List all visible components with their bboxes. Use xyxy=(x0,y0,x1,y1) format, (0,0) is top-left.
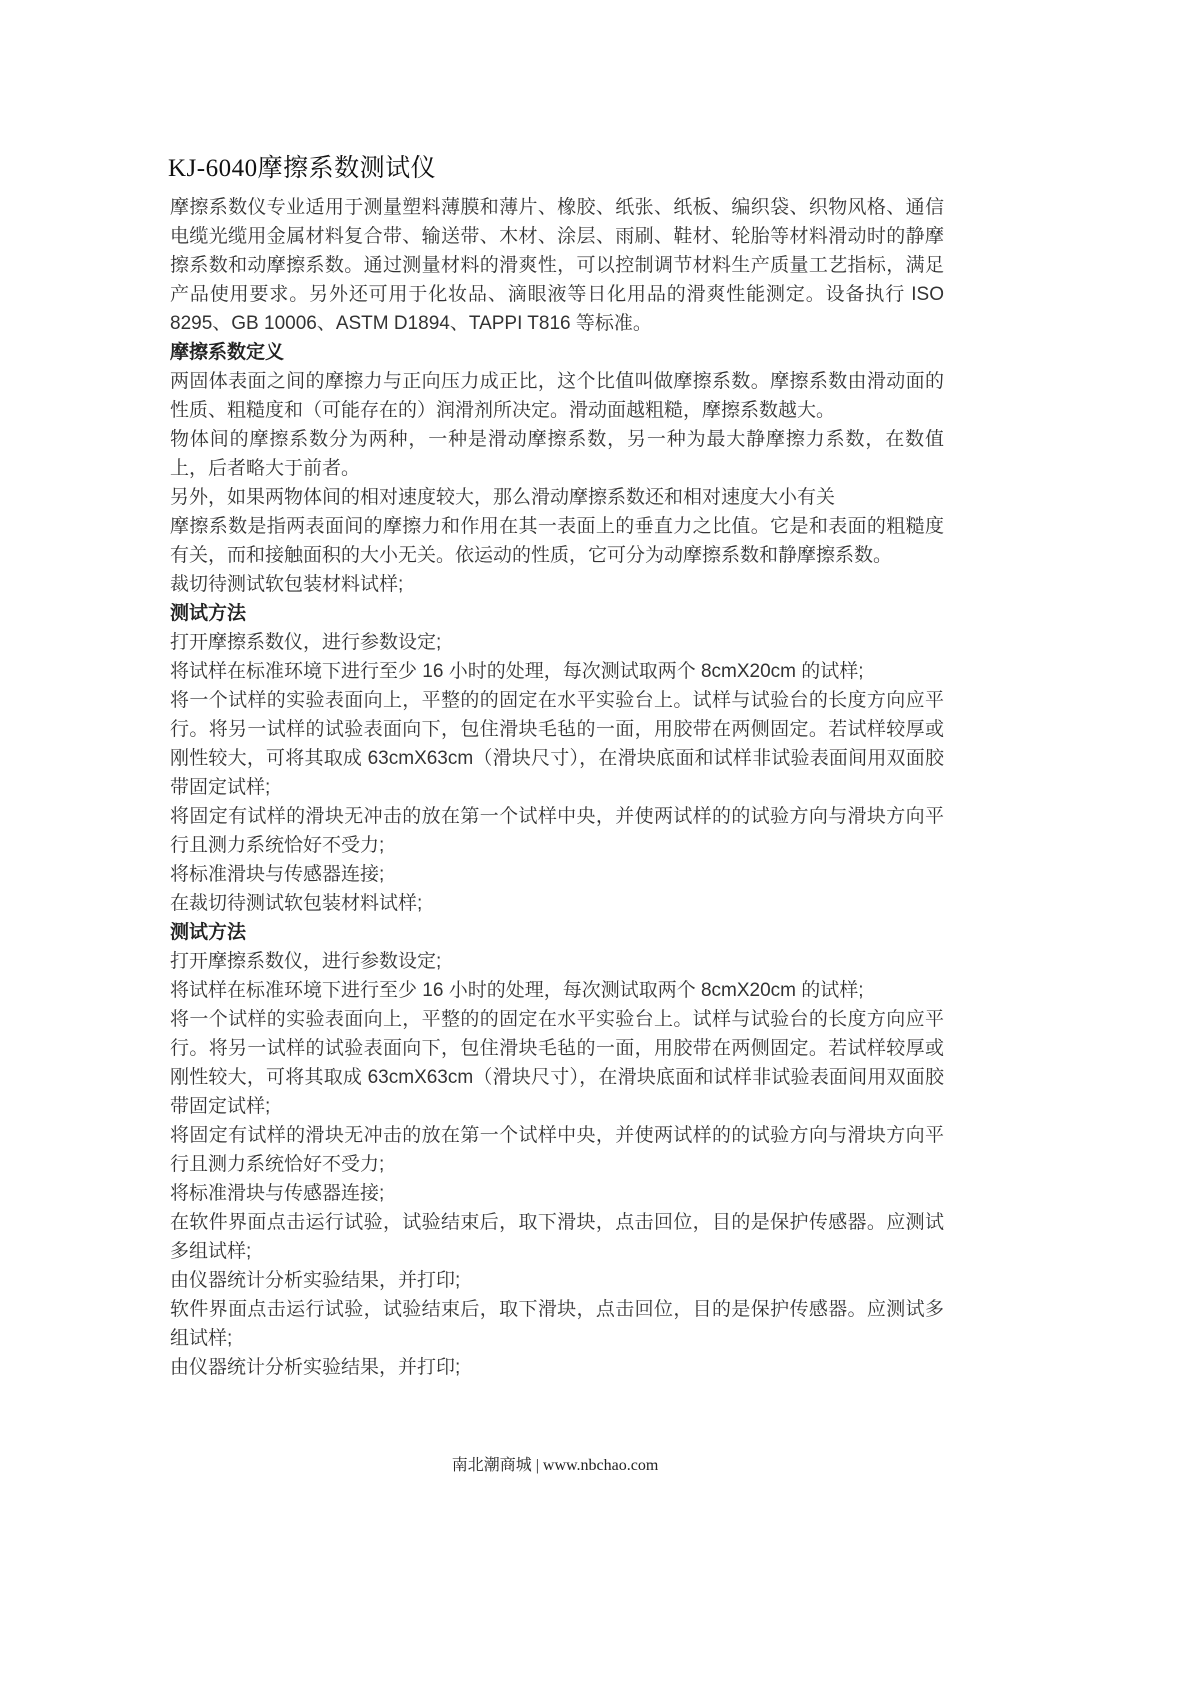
paragraph: 软件界面点击运行试验，试验结束后，取下滑块，点击回位，目的是保护传感器。应测试多组试样; xyxy=(170,1299,944,1349)
paragraph: 摩擦系数仪专业适用于测量塑料薄膜和薄片、橡胶、纸张、纸板、编织袋、织物风格、通信电缆光缆用金属材料复合带、输送带、木材、涂层、雨刷、鞋材、轮胎等材料滑动时的静摩擦系数和动摩擦系数。通过测量材料的滑爽性，可以控制调节材料生产质量工艺指标，满足产品使用要求。另外还可用于化妆品、滴眼液等日化用品的滑爽性能测定。设备执行 ISO 8295、GB 10006、ASTM D1894、TAPPI T816 等标准。 xyxy=(170,197,944,334)
paragraph: 将标准滑块与传感器连接; xyxy=(170,1183,385,1204)
paragraph: 将固定有试样的滑块无冲击的放在第一个试样中央，并使两试样的的试验方向与滑块方向平行且测力系统恰好不受力; xyxy=(170,1125,944,1175)
paragraph: 另外，如果两物体间的相对速度较大，那么滑动摩擦系数还和相对速度大小有关 xyxy=(170,487,836,508)
paragraph: 打开摩擦系数仪，进行参数设定; xyxy=(170,632,442,653)
paragraph: 将一个试样的实验表面向上，平整的的固定在水平实验台上。试样与试验台的长度方向应平行。将另一试样的试验表面向下，包住滑块毛毡的一面，用胶带在两侧固定。若试样较厚或刚性较大，可将其取成 63cmX63cm（滑块尺寸），在滑块底面和试样非试验表面间用双面胶带固定试样; xyxy=(170,1009,944,1117)
section-heading: 测试方法 xyxy=(170,922,247,943)
section-heading: 摩擦系数定义 xyxy=(170,342,285,363)
document-body xyxy=(170,193,944,1382)
paragraph: 将试样在标准环境下进行至少 16 小时的处理，每次测试取两个 8cmX20cm 的试样; xyxy=(170,661,864,682)
paragraph: 由仪器统计分析实验结果，并打印; xyxy=(170,1357,461,1378)
paragraph: 裁切待测试软包装材料试样; xyxy=(170,574,404,595)
paragraph: 两固体表面之间的摩擦力与正向压力成正比，这个比值叫做摩擦系数。摩擦系数由滑动面的性质、粗糙度和（可能存在的）润滑剂所决定。滑动面越粗糙，摩擦系数越大。 xyxy=(170,371,944,421)
paragraph: 将一个试样的实验表面向上，平整的的固定在水平实验台上。试样与试验台的长度方向应平行。将另一试样的试验表面向下，包住滑块毛毡的一面，用胶带在两侧固定。若试样较厚或刚性较大，可将其取成 63cmX63cm（滑块尺寸），在滑块底面和试样非试验表面间用双面胶带固定试样; xyxy=(170,690,944,798)
page-footer: 南北潮商城 | www.nbchao.com xyxy=(451,1457,659,1474)
paragraph: 将试样在标准环境下进行至少 16 小时的处理，每次测试取两个 8cmX20cm 的试样; xyxy=(170,980,864,1001)
paragraph: 由仪器统计分析实验结果，并打印; xyxy=(170,1270,461,1291)
paragraph: 摩擦系数是指两表面间的摩擦力和作用在其一表面上的垂直力之比值。它是和表面的粗糙度有关，而和接触面积的大小无关。依运动的性质，它可分为动摩擦系数和静摩擦系数。 xyxy=(170,516,944,566)
paragraph: 物体间的摩擦系数分为两种，一种是滑动摩擦系数，另一种为最大静摩擦力系数，在数值上，后者略大于前者。 xyxy=(170,429,944,479)
paragraph: 打开摩擦系数仪，进行参数设定; xyxy=(170,951,442,972)
paragraph: 将标准滑块与传感器连接; xyxy=(170,864,385,885)
paragraph: 将固定有试样的滑块无冲击的放在第一个试样中央，并使两试样的的试验方向与滑块方向平行且测力系统恰好不受力; xyxy=(170,806,944,856)
paragraph: 在裁切待测试软包装材料试样; xyxy=(170,893,423,914)
document-title: KJ-6040摩擦系数测试仪 xyxy=(168,155,437,182)
section-heading: 测试方法 xyxy=(170,603,247,624)
paragraph: 在软件界面点击运行试验，试验结束后，取下滑块，点击回位，目的是保护传感器。应测试多组试样; xyxy=(170,1212,944,1262)
